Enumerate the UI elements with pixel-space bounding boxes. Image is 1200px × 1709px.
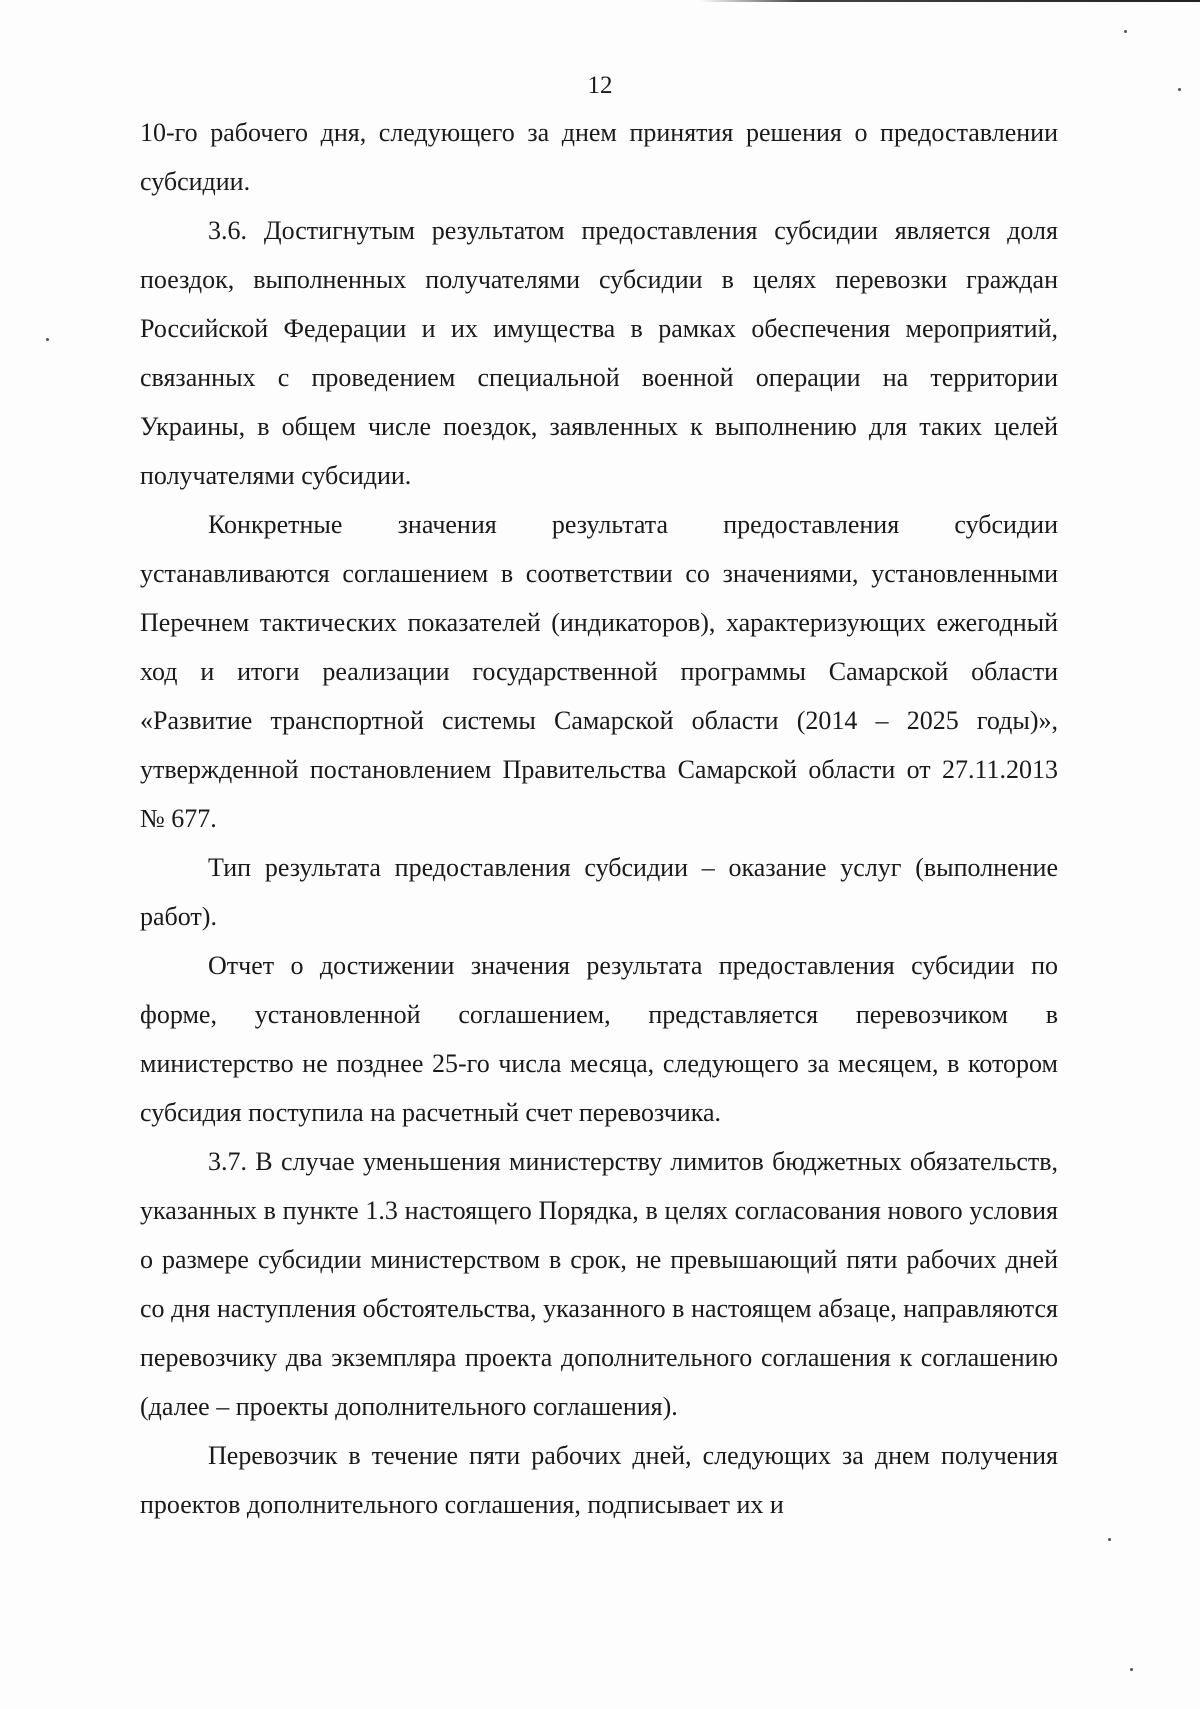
paragraph-continuation: 10-го рабочего дня, следующего за днем принятия решения о предоставлении субсидии.	[140, 118, 1058, 196]
scan-speck	[1124, 30, 1127, 33]
paragraph-3-6: 3.6. Достигнутым результатом предоставления субсидии является доля поездок, выполненных получателями субсидии в целях перевозки граждан Российской Федерации и их имущества в рамках обеспечения мероприятий, связанных с проведением специальной военной операции на территории Украины, в общем числе поездок, заявленных к выполнению для таких целей получателями субсидии.	[140, 216, 1058, 490]
scan-edge-line	[700, 0, 1200, 2]
document-body	[140, 108, 1058, 1529]
paragraph-3-7: 3.7. В случае уменьшения министерству лимитов бюджетных обязательств, указанных в пункте 1.3 настоящего Порядка, в целях согласования нового условия о размере субсидии министерством в срок, не превышающий пяти рабочих дней со дня наступления обстоятельства, указанного в настоящем абзаце, направляются перевозчику два экземпляра проекта дополнительного соглашения к соглашению (далее – проекты дополнительного соглашения).	[140, 1147, 1058, 1421]
scan-speck	[1130, 1668, 1133, 1671]
scan-speck	[1108, 1538, 1111, 1541]
paragraph-carrier: Перевозчик в течение пяти рабочих дней, следующих за днем получения проектов дополнительного соглашения, подписывает их и	[140, 1441, 1058, 1519]
scan-speck	[46, 338, 49, 341]
paragraph-report: Отчет о достижении значения результата предоставления субсидии по форме, установленной соглашением, представляется перевозчиком в министерство не позднее 25-го числа месяца, следующего за месяцем, в котором субсидия поступила на расчетный счет перевозчика.	[140, 951, 1058, 1127]
paragraph-result-values: Конкретные значения результата предоставления субсидии устанавливаются соглашением в соответствии со значениями, установленными Перечнем тактических показателей (индикаторов), характеризующих ежегодный ход и итоги реализации государственной программы Самарской области «Развитие транспортной системы Самарской области (2014 – 2025 годы)», утвержденной постановлением Правительства Самарской области от 27.11.2013 № 677.	[140, 510, 1058, 833]
page-number: 12	[587, 72, 613, 99]
paragraph-result-type: Тип результата предоставления субсидии – оказание услуг (выполнение работ).	[140, 853, 1058, 931]
